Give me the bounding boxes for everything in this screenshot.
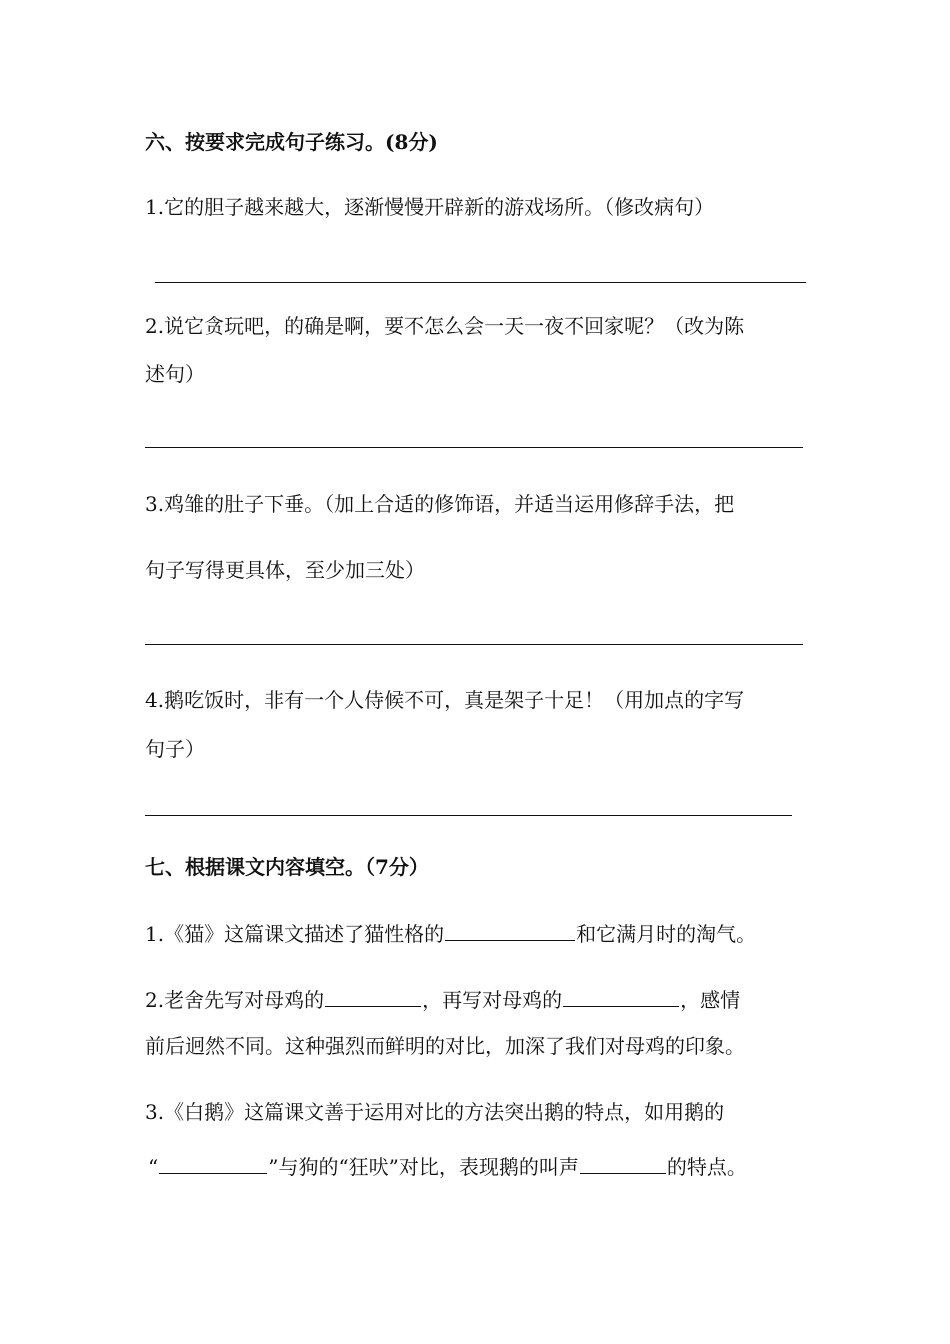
question-6-2-line1: 2.说它贪玩吧，的确是啊，要不怎么会一天一夜不回家呢？（改为陈 (145, 314, 745, 338)
question-6-4-line2: 句子） (145, 737, 205, 761)
question-7-1-text-b: 和它满月时的淘气。 (576, 922, 757, 946)
question-7-2-line2: 前后迥然不同。这种强烈而鲜明的对比，加深了我们对母鸡的印象。 (145, 1034, 745, 1058)
question-7-3-line2 (148, 1151, 747, 1181)
question-7-2-text-c: ，感情 (680, 988, 741, 1012)
question-7-2-line1 (145, 984, 740, 1014)
question-6-3-line2: 句子写得更具体，至少加三处） (145, 558, 425, 582)
question-6-2-line2: 述句） (145, 362, 205, 386)
question-6-1: 1.它的胆子越来越大，逐渐慢慢开辟新的游戏场所。（修改病句） (145, 195, 715, 219)
question-7-3-line1: 3.《白鹅》这篇课文善于运用对比的方法突出鹅的特点，如用鹅的 (145, 1100, 725, 1124)
question-7-3-text-b: ”与狗的“狂吠”对比，表现鹅的叫声 (268, 1155, 579, 1179)
section-6-heading: 六、按要求完成句子练习。(8分) (145, 130, 438, 154)
answer-line-6-2[interactable] (145, 447, 803, 448)
blank-7-2-b[interactable] (563, 984, 679, 1007)
blank-7-2-a[interactable] (325, 984, 421, 1007)
question-7-2-text-b: ，再写对母鸡的 (422, 988, 563, 1012)
blank-7-1[interactable] (445, 918, 575, 941)
question-7-3-text-c: 的特点。 (666, 1155, 747, 1179)
answer-line-6-3[interactable] (145, 644, 803, 645)
section-7-heading: 七、根据课文内容填空。（7分） (145, 855, 429, 879)
blank-7-3-a[interactable] (159, 1151, 267, 1174)
question-7-1-text-a: 1.《猫》这篇课文描述了猫性格的 (145, 922, 445, 946)
question-7-2-text-a: 2.老舍先写对母鸡的 (145, 988, 325, 1012)
question-7-1 (145, 918, 756, 948)
question-6-4-line1: 4.鹅吃饭时，非有一个人侍候不可，真是架子十足！（用加点的字写 (145, 688, 745, 712)
answer-line-6-1[interactable] (155, 282, 806, 283)
answer-line-6-4[interactable] (145, 815, 792, 816)
blank-7-3-b[interactable] (580, 1151, 666, 1174)
question-6-3-line1: 3.鸡雏的肚子下垂。（加上合适的修饰语，并适当运用修辞手法，把 (145, 492, 735, 516)
question-7-3-text-a: “ (148, 1155, 159, 1179)
